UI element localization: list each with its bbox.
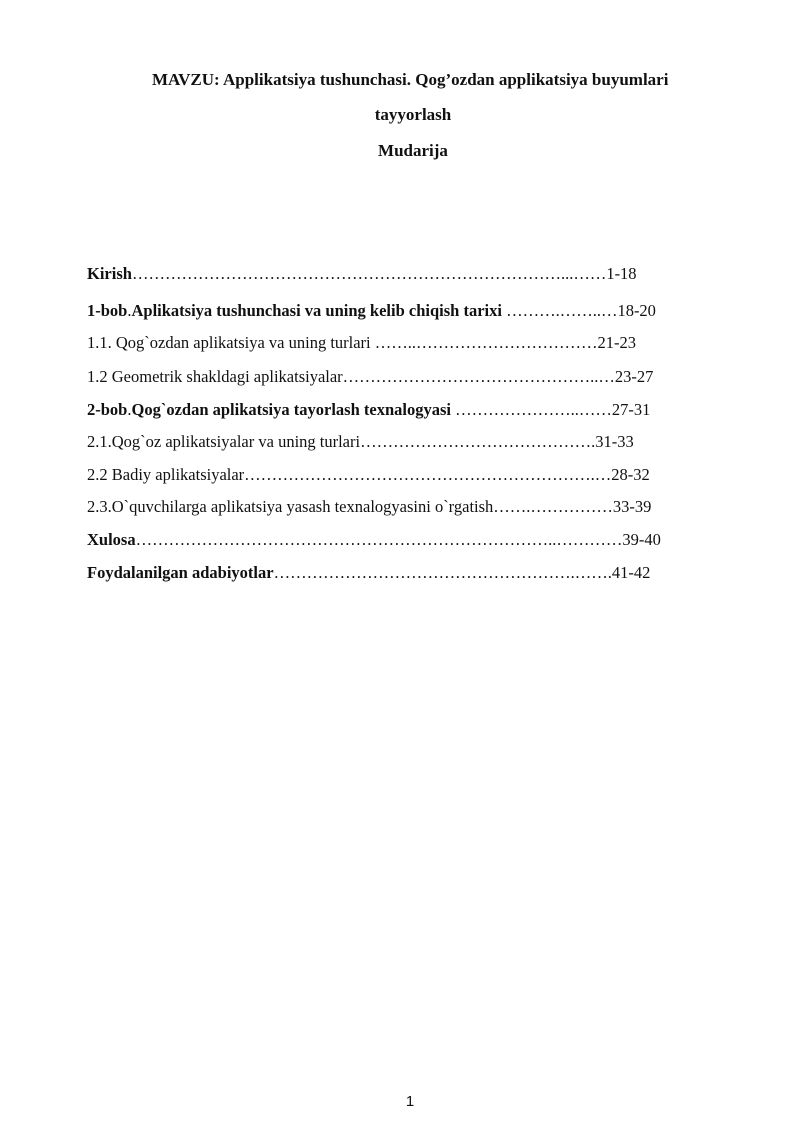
toc-entry-leader: ……………………………………………….…….41-42 — [273, 563, 651, 582]
toc-entry-leader: …………………………………………………………………..…………39-40 — [135, 530, 661, 549]
toc-entry-1-1: 1.1. Qog`ozdan aplikatsiya va uning turlari ……..……………………………21-23 — [87, 333, 637, 352]
document-title-line-2: tayyorlash — [374, 105, 452, 124]
toc-entry-label: Xulosa — [87, 530, 136, 549]
toc-entry-title: Qog`ozdan aplikatsiya tayorlash texnalogyasi — [131, 400, 451, 419]
page-number: 1 — [405, 1093, 415, 1110]
toc-entry-label: 2-bob — [87, 400, 128, 419]
toc-entry-label: 1-bob — [87, 301, 128, 320]
toc-entry-references — [87, 563, 650, 583]
toc-entry-separator: . — [127, 301, 132, 320]
toc-entry-label: Foydalanilgan adabiyotlar — [87, 563, 274, 582]
toc-entry-leader: ……………………………………………………………………...……1-18 — [131, 264, 637, 283]
toc-entry-title: Aplikatsiya tushunchasi va uning kelib chiqish tarixi — [131, 301, 502, 320]
toc-entry-2-2: 2.2 Badiy aplikatsiyalar……………………………………………………….…28-32 — [87, 465, 650, 484]
toc-entry-chapter-2 — [87, 400, 650, 420]
toc-entry-chapter-1 — [87, 301, 656, 321]
toc-entry-kirish — [87, 264, 637, 284]
toc-entry-1-2: 1.2 Geometrik shakldagi aplikatsiyalar………………………………………..…23-27 — [87, 367, 654, 386]
toc-entry-2-3: 2.3.O`quvchilarga aplikatsiya yasash texnalogyasini o`rgatish…….……………33-39 — [87, 497, 652, 516]
toc-entry-leader: ……….……..…18-20 — [501, 301, 656, 320]
toc-entry-xulosa — [87, 530, 661, 550]
toc-entry-separator: . — [127, 400, 132, 419]
toc-entry-leader: …………………..……27-31 — [450, 400, 651, 419]
toc-entry-label: Kirish — [87, 264, 132, 283]
toc-entry-2-1: 2.1.Qog`oz aplikatsiyalar va uning turlari…………………………………….31-33 — [87, 432, 634, 451]
document-title-line-1: MAVZU: Applikatsiya tushunchasi. Qog’ozdan applikatsiya buyumlari — [152, 70, 669, 89]
contents-heading: Mudarija — [378, 141, 448, 160]
